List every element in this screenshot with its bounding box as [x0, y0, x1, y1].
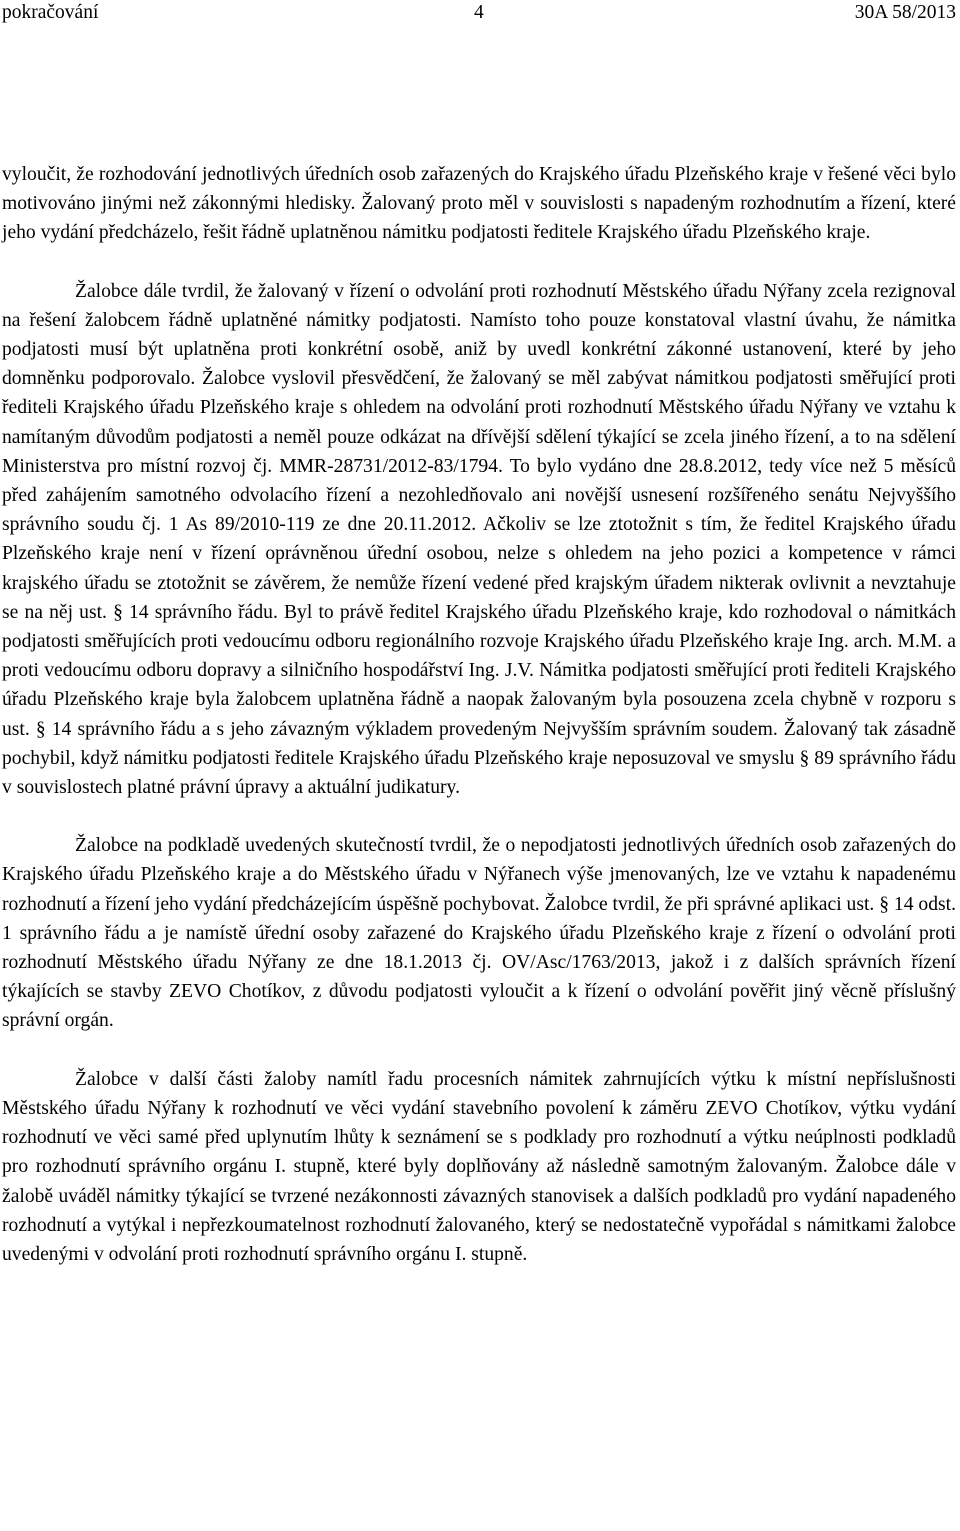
paragraph-4: Žalobce v další části žaloby namítl řadu procesních námitek zahrnujících výtku k místní nepříslušnosti Městského úřadu Nýřany k rozhodnutí ve věci vydání stavebního povolení k záměru ZEVO Chotíkov, výtku vydání rozhodnutí ve věci samé před uplynutím lhůty k seznámení se s podklady pro rozhodnutí a výtku neúplnosti podkladů pro rozhodnutí správního orgánu I. stupně, které byly doplňovány až následně samotným žalovaným. Žalobce dále v žalobě uváděl námitky týkající se tvrzené nezákonnosti závazných stanovisek a dalších podkladů pro vydání napadeného rozhodnutí a vytýkal i nepřezkoumatelnost rozhodnutí žalovaného, který se nedostatečně vypořádal s námitkami žalobce uvedenými v odvolání proti rozhodnutí správního orgánu I. stupně.	[2, 1068, 956, 1265]
paragraph-1: vyloučit, že rozhodování jednotlivých úředních osob zařazených do Krajského úřadu Plzeňského kraje v řešené věci bylo motivováno jinými než zákonnými hledisky. Žalovaný proto měl v souvislosti s napadeným rozhodnutím a řízení, které jeho vydání předcházelo, řešit řádně uplatněnou námitku podjatosti ředitele Krajského úřadu Plzeňského kraje.	[2, 164, 956, 244]
paragraph-2: Žalobce dále tvrdil, že žalovaný v řízení o odvolání proti rozhodnutí Městského úřadu Nýřany zcela rezignoval na řešení žalobcem řádně uplatněné námitky podjatosti. Namísto toho pouze konstatoval vlastní úvahu, že námitka podjatosti musí být uplatněna proti konkrétní osobě, aniž by uvedl konkrétní zákonné ustanovení, které by jeho domněnku podporovalo. Žalobce vyslovil přesvědčení, že žalovaný se měl zabývat námitkou podjatosti směřující proti řediteli Krajského úřadu Plzeňského kraje s ohledem na odvolání proti rozhodnutí Městského úřadu Nýřany ve vztahu k namítaným důvodům podjatosti a neměl pouze odkázat na dřívější sdělení týkající se zcela jiného řízení, a to na sdělení Ministerstva pro místní rozvoj čj. MMR-28731/2012-83/1794. To bylo vydáno dne 28.8.2012, tedy více než 5 měsíců před zahájením samotného odvolacího řízení a nezohledňovalo ani novější usnesení rozšířeného senátu Nejvyššího správního soudu čj. 1 As 89/2010-119 ze dne 20.11.2012. Ačkoliv se lze ztotožnit s tím, že ředitel Krajského úřadu Plzeňského kraje není v řízení oprávněnou úřední osobou, nelze s ohledem na jeho pozici a kompetence v rámci krajského úřadu se ztotožnit se závěrem, že nemůže řízení vedené před krajským úřadem nikterak ovlivnit a nevztahuje se na něj ust. § 14 správního řádu. Byl to právě ředitel Krajského úřadu Plzeňského kraje, kdo rozhodoval o námitkách podjatosti směřujících proti vedoucímu odboru regionálního rozvoje Krajského úřadu Plzeňského kraje Ing. arch. M.M. a proti vedoucímu odboru dopravy a silničního hospodářství Ing. J.V. Námitka podjatosti směřující proti řediteli Krajského úřadu Plzeňského kraje byla žalobcem uplatněna řádně a naopak žalovaným byla posouzena zcela chybně v rozporu s ust. § 14 správního řádu a s jeho závazným výkladem provedeným Nejvyšším správním soudem. Žalovaný tak zásadně pochybil, když námitku podjatosti ředitele Krajského úřadu Plzeňského kraje neposuzoval ve smyslu § 89 správního řádu v souvislostech platné právní úpravy a aktuální judikatury.	[2, 280, 956, 799]
case-number: 30A 58/2013	[854, 2, 956, 23]
paragraph-3: Žalobce na podkladě uvedených skutečností tvrdil, že o nepodjatosti jednotlivých úředních osob zařazených do Krajského úřadu Plzeňského kraje a do Městského úřadu v Nýřanech výše jmenovaných, lze ve vztahu k napadenému rozhodnutí a řízení jeho vydání předcházejícím úspěšně pochybovat. Žalobce tvrdil, že při správné aplikaci ust. § 14 odst. 1 správního řádu a je namístě úřední osoby zařazené do Krajského úřadu Plzeňského kraje z řízení o odvolání proti rozhodnutí Městského úřadu Nýřany ze dne 18.1.2013 čj. OV/Asc/1763/2013, jakož i z dalších správních řízení týkajících se stavby ZEVO Chotíkov, z důvodu podjatosti vyloučit a k řízení o odvolání pověřit jiný věcně příslušný správní orgán.	[2, 835, 956, 1032]
page-header	[2, 0, 956, 30]
page-number: 4	[474, 2, 484, 23]
header-continuation-label: pokračování	[2, 2, 99, 23]
document-body	[2, 160, 956, 1269]
